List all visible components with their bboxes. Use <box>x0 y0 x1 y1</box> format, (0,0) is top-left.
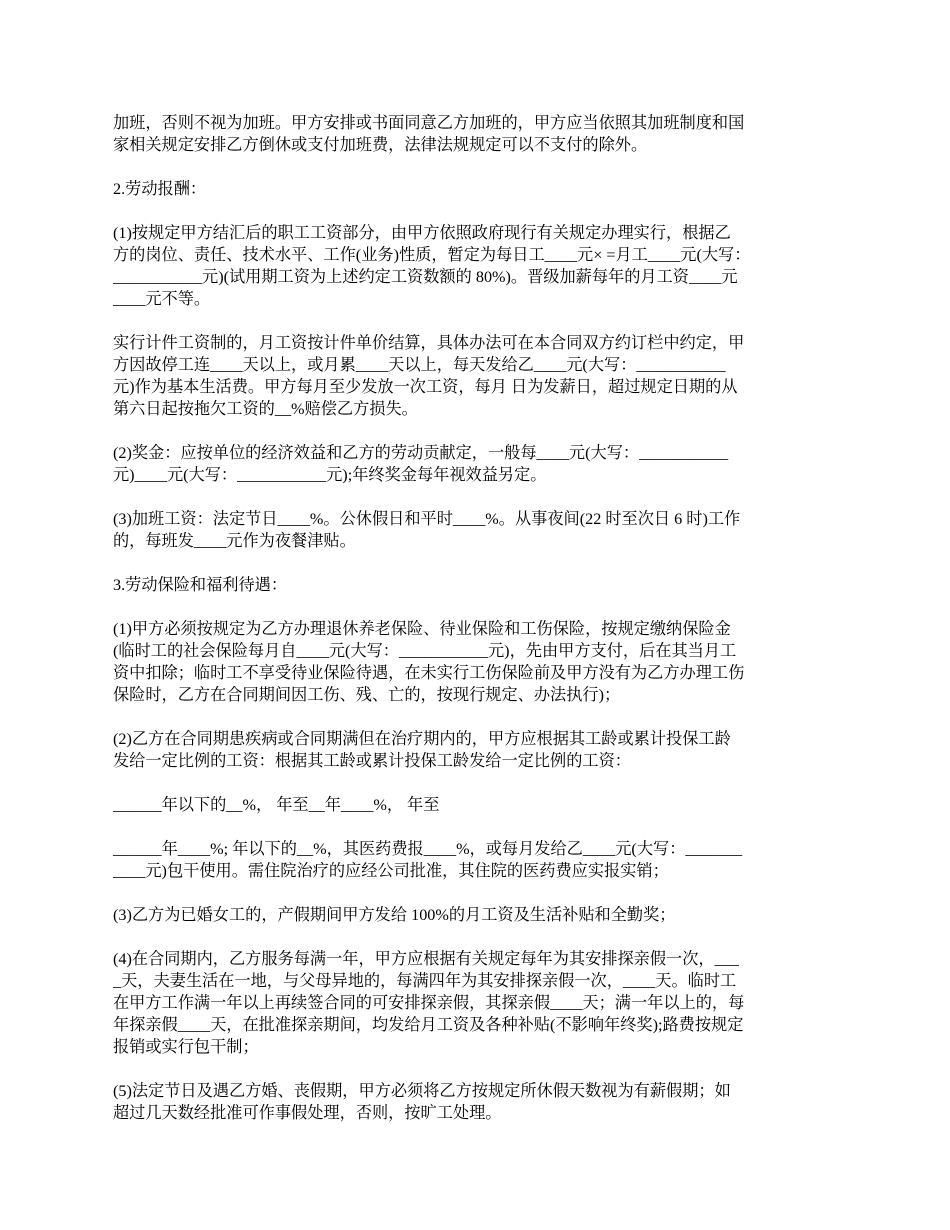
text-line: 元)作为基本生活费。甲方每月至少发放一次工资，每月 日为发薪日，超过规定日期的从 <box>113 378 738 396</box>
text-line: 第六日起按拖欠工资的__%赔偿乙方损失。 <box>113 400 418 418</box>
paragraph-welfare-item-5 <box>113 1080 839 1124</box>
text-line: 家相关规定安排乙方倒休或支付加班费，法律法规规定可以不支付的除外。 <box>113 136 648 154</box>
text-line: (2)乙方在合同期患疾病或合同期满但在治疗期内的，甲方应根据其工龄或累计投保工龄 <box>113 730 731 748</box>
text-line: 资中扣除；临时工不享受待业保险待遇，在未实行工伤保险前及甲方没有为乙方办理工伤 <box>113 664 745 682</box>
text-line: 元)____元(大写：___________元);年终奖金每年视效益另定。 <box>113 466 547 484</box>
text-line: (1)甲方必须按规定为乙方办理退休养老保险、待业保险和工伤保险，按规定缴纳保险金 <box>113 620 731 638</box>
paragraph-remuneration-item-2-bonus <box>113 442 839 486</box>
text-line: ______年以下的__%， 年至__年____%， 年至 <box>113 796 440 814</box>
text-line: (4)在合同期内，乙方服务每满一年，甲方应根据有关规定每年为其安排探亲假一次，___ <box>113 950 739 968</box>
text-line: ______年____%; 年以下的__%，其医药费报____%，或每月发给乙____元(大写：_______ <box>113 840 743 858</box>
text-line: 年探亲假____天，在批准探亲期间，均发给月工资及各种补贴(不影响年终奖);路费按规定 <box>113 1016 744 1034</box>
paragraph-remuneration-item-3-overtime-pay <box>113 508 839 552</box>
text-line: (1)按规定甲方结汇后的职工工资部分，由甲方依照政府现行有关规定办理实行，根据乙 <box>113 224 731 242</box>
text-line: (5)法定节日及遇乙方婚、丧假期，甲方必须将乙方按规定所休假天数视为有薪假期；如 <box>113 1082 731 1100</box>
text-line: 实行计件工资制的，月工资按计件单价结算，具体办法可在本合同双方约订栏中约定，甲 <box>113 334 745 352</box>
document-page <box>113 112 839 1146</box>
text-line: 加班，否则不视为加班。甲方安排或书面同意乙方加班的，甲方应当依照其加班制度和国 <box>113 114 745 132</box>
text-line: (3)乙方为已婚女工的，产假期间甲方发给 100%的月工资及生活补贴和全勤奖； <box>113 906 676 924</box>
text-line: (临时工的社会保险每月自____元(大写：___________元)，先由甲方支付，后在其当月工 <box>113 642 737 660</box>
paragraph-overtime-continuation <box>113 112 839 156</box>
text-line: 报销或实行包干制； <box>113 1038 259 1056</box>
text-line: (2)奖金：应按单位的经济效益和乙方的劳动贡献定，一般每____元(大写：___________ <box>113 444 729 462</box>
text-line: ____元)包干使用。需住院治疗的应经公司批准，其住院的医药费应实报实销； <box>113 862 669 880</box>
paragraph-welfare-item-1 <box>113 618 839 706</box>
text-line: 发给一定比例的工资：根据其工龄或累计投保工龄发给一定比例的工资： <box>113 752 631 770</box>
text-line: ____元不等。 <box>113 290 211 308</box>
text-line: 方因故停工连____天以上，或月累____天以上，每天发给乙____元(大写：___________ <box>113 356 726 374</box>
text-line: 3.劳动保险和福利待遇： <box>113 576 288 594</box>
paragraph-piece-rate-wage <box>113 332 839 420</box>
paragraph-remuneration-item-1 <box>113 222 839 310</box>
text-line: 超过几天数经批准可作事假处理，否则，按旷工处理。 <box>113 1104 502 1122</box>
paragraph-welfare-item-3 <box>113 904 839 926</box>
paragraph-welfare-item-2-scale-b <box>113 838 839 882</box>
text-line: 在甲方工作满一年以上再续签合同的可安排探亲假，其探亲假____天；满一年以上的，每 <box>113 994 745 1012</box>
text-line: 的，每班发____元作为夜餐津贴。 <box>113 532 356 550</box>
paragraph-welfare-item-4 <box>113 948 839 1058</box>
text-line: 方的岗位、责任、技术水平、工作(业务)性质，暂定为每日工____元× =月工____元(大写： <box>113 246 751 264</box>
text-line: 保险时，乙方在合同期间因工伤、残、亡的，按现行规定、办法执行)； <box>113 686 621 704</box>
text-line: 2.劳动报酬： <box>113 180 207 198</box>
text-line: ___________元)(试用期工资为上述约定工资数额的 80%)。晋级加薪每年的月工资____元 <box>113 268 738 286</box>
paragraph-welfare-item-2-scale-a <box>113 794 839 816</box>
text-line: (3)加班工资：法定节日____%。公休假日和平时____%。从事夜间(22 时至次日 6 时)工作 <box>113 510 741 528</box>
paragraph-heading-labor-remuneration <box>113 178 839 200</box>
paragraph-welfare-item-2 <box>113 728 839 772</box>
paragraph-heading-insurance-welfare <box>113 574 839 596</box>
text-line: _天，夫妻生活在一地，与父母异地的，每满四年为其安排探亲假一次，____天。临时工 <box>113 972 737 990</box>
